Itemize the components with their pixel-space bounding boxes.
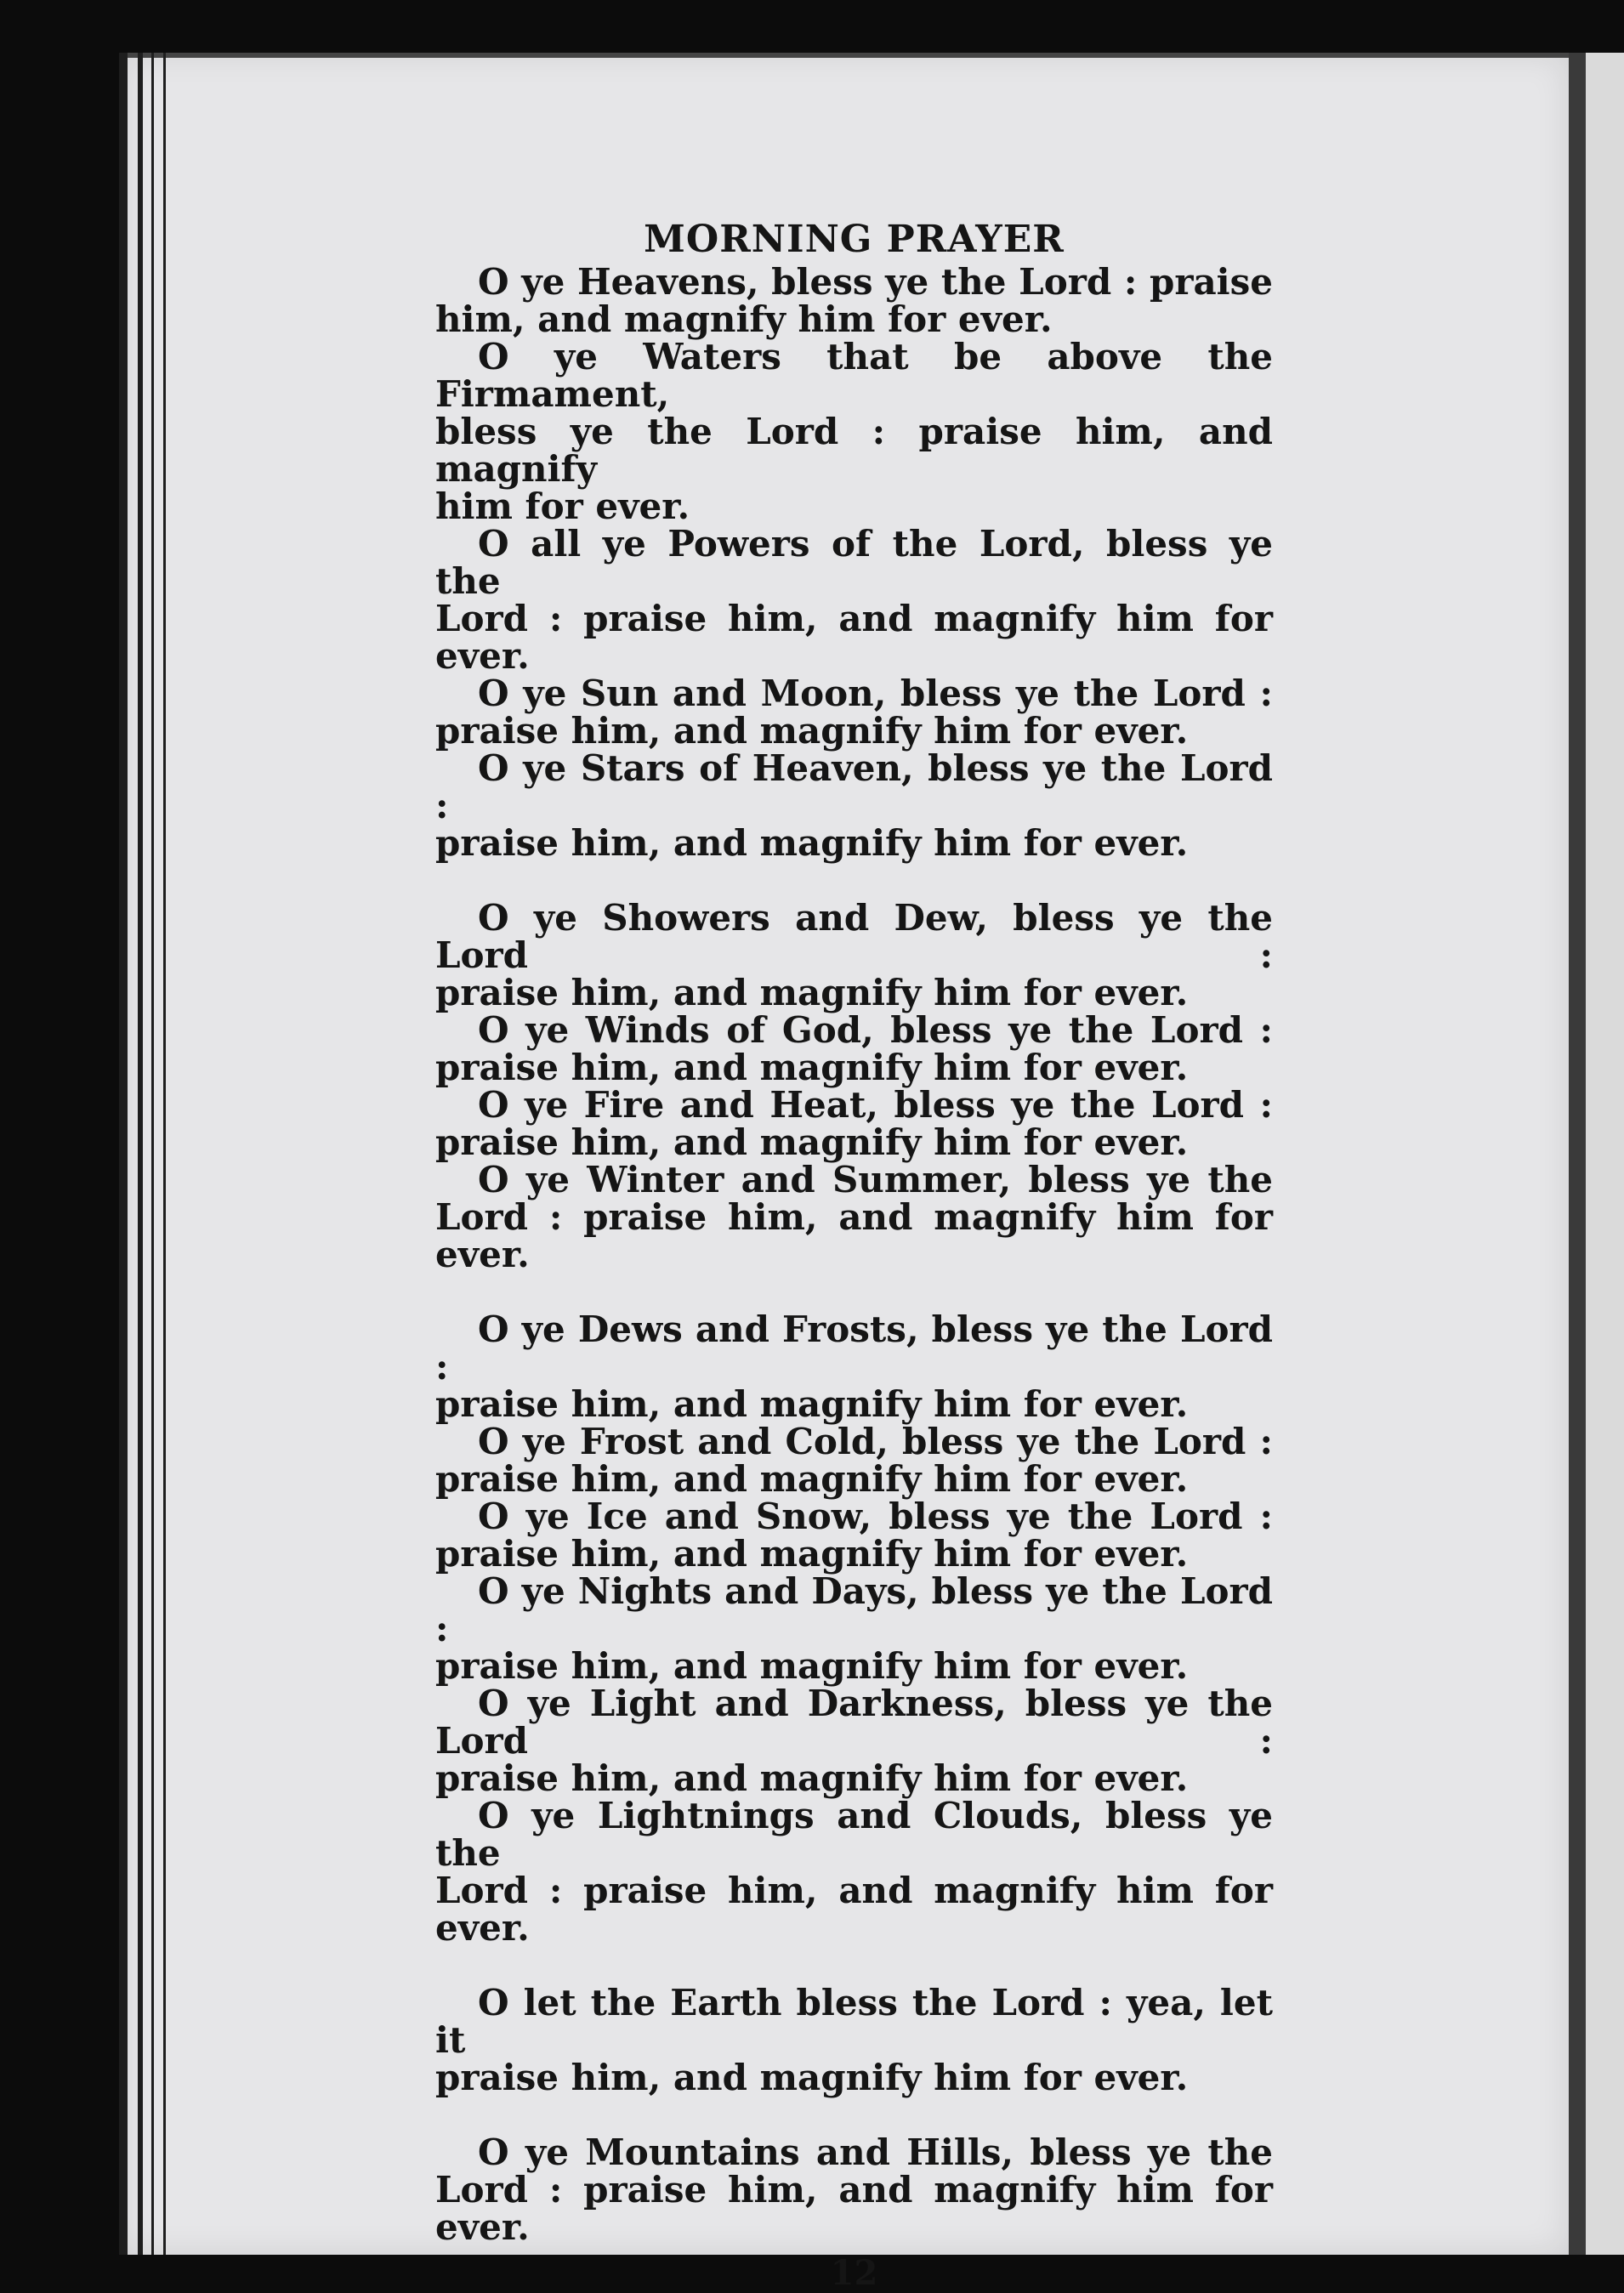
verse-line: praise him, and magnify him for ever.: [435, 822, 1189, 864]
verse-line: him, and magnify him for ever.: [435, 298, 1053, 340]
page-title: MORNING PRAYER: [644, 218, 1065, 261]
verse-line: O ye Dews and Frosts, bless ye the Lord :: [435, 1308, 1273, 1388]
binding-stripe: [151, 53, 154, 2255]
verse: [435, 525, 1273, 675]
verse-line: him for ever.: [435, 485, 690, 527]
verse-line: O ye Mountains and Hills, bless ye the: [478, 2131, 1273, 2173]
verse-line: O ye Ice and Snow, bless ye the Lord :: [478, 1496, 1273, 1537]
binding-stripe: [163, 53, 166, 2255]
verse-line: O ye Light and Darkness, bless ye the Lord :: [435, 1683, 1273, 1762]
facing-page-edge: [1586, 53, 1624, 2255]
verse-line: O ye Showers and Dew, bless ye the Lord :: [435, 897, 1273, 976]
verse: [435, 897, 1273, 1013]
verse: [435, 1984, 1273, 2097]
verse: [435, 1570, 1273, 1687]
verse-line: O ye Stars of Heaven, bless ye the Lord :: [435, 747, 1273, 826]
verse-line: praise him, and magnify him for ever.: [435, 1645, 1189, 1687]
verse-line: Lord : praise him, and magnify him for ever.: [435, 2169, 1273, 2248]
verse-line: Lord : praise him, and magnify him for ever.: [435, 598, 1273, 677]
verse-line: O all ye Powers of the Lord, bless ye the: [435, 523, 1273, 602]
verse: [435, 1308, 1273, 1425]
verse: [435, 1797, 1273, 1947]
verse-line: praise him, and magnify him for ever.: [435, 2057, 1189, 2098]
verse-line: O ye Lightnings and Clouds, bless ye the: [435, 1795, 1273, 1874]
verse: [435, 1161, 1273, 1274]
verse: [435, 1685, 1273, 1797]
verse: [435, 338, 1273, 525]
verse-line: praise him, and magnify him for ever.: [435, 1047, 1189, 1088]
binding-stripe: [138, 53, 143, 2255]
verse-line: praise him, and magnify him for ever.: [435, 1121, 1189, 1163]
verse: [435, 1009, 1273, 1088]
verse-line: Lord : praise him, and magnify him for ever.: [435, 1196, 1273, 1275]
verse-line: praise him, and magnify him for ever.: [435, 710, 1189, 752]
stanza-gap: [435, 862, 1273, 900]
verse-line: O let the Earth bless the Lord : yea, let it: [435, 1982, 1273, 2061]
binding-stripe: [119, 53, 128, 2255]
verse-line: O ye Winds of God, bless ye the Lord :: [478, 1009, 1273, 1051]
verse-line: bless ye the Lord : praise him, and magnify: [435, 411, 1273, 490]
verse: [435, 747, 1273, 864]
text-block: [435, 218, 1273, 2293]
page-top-edge: [119, 53, 1569, 58]
verse-line: O ye Winter and Summer, bless ye the: [478, 1159, 1273, 1200]
verse: [435, 1084, 1273, 1163]
verse: [435, 1423, 1273, 1498]
verse-line: Lord : praise him, and magnify him for ever.: [435, 1870, 1273, 1949]
page-gutter: [1569, 53, 1586, 2255]
verse-line: praise him, and magnify him for ever.: [435, 1458, 1189, 1500]
verse: [435, 261, 1273, 340]
verse-line: praise him, and magnify him for ever.: [435, 1533, 1189, 1575]
verse-line: praise him, and magnify him for ever.: [435, 972, 1189, 1013]
stanza-gap: [435, 2097, 1273, 2134]
verse-line: O ye Heavens, bless ye the Lord : praise: [478, 261, 1273, 303]
verse-line: praise him, and magnify him for ever.: [435, 1383, 1189, 1425]
page-number: 12: [830, 2253, 878, 2293]
verse-line: O ye Frost and Cold, bless ye the Lord :: [478, 1421, 1273, 1462]
verse-list: [435, 261, 1273, 2248]
verse-line: O ye Waters that be above the Firmament,: [435, 336, 1273, 415]
verse: [435, 2131, 1273, 2248]
verse: [435, 1498, 1273, 1573]
stanza-gap: [435, 1274, 1273, 1311]
stanza-gap: [435, 1947, 1273, 1984]
verse-line: praise him, and magnify him for ever.: [435, 1757, 1189, 1799]
verse-line: O ye Fire and Heat, bless ye the Lord :: [478, 1084, 1273, 1126]
verse-line: O ye Nights and Days, bless ye the Lord :: [435, 1570, 1273, 1649]
verse: [435, 675, 1273, 750]
verse-line: O ye Sun and Moon, bless ye the Lord :: [478, 673, 1273, 714]
